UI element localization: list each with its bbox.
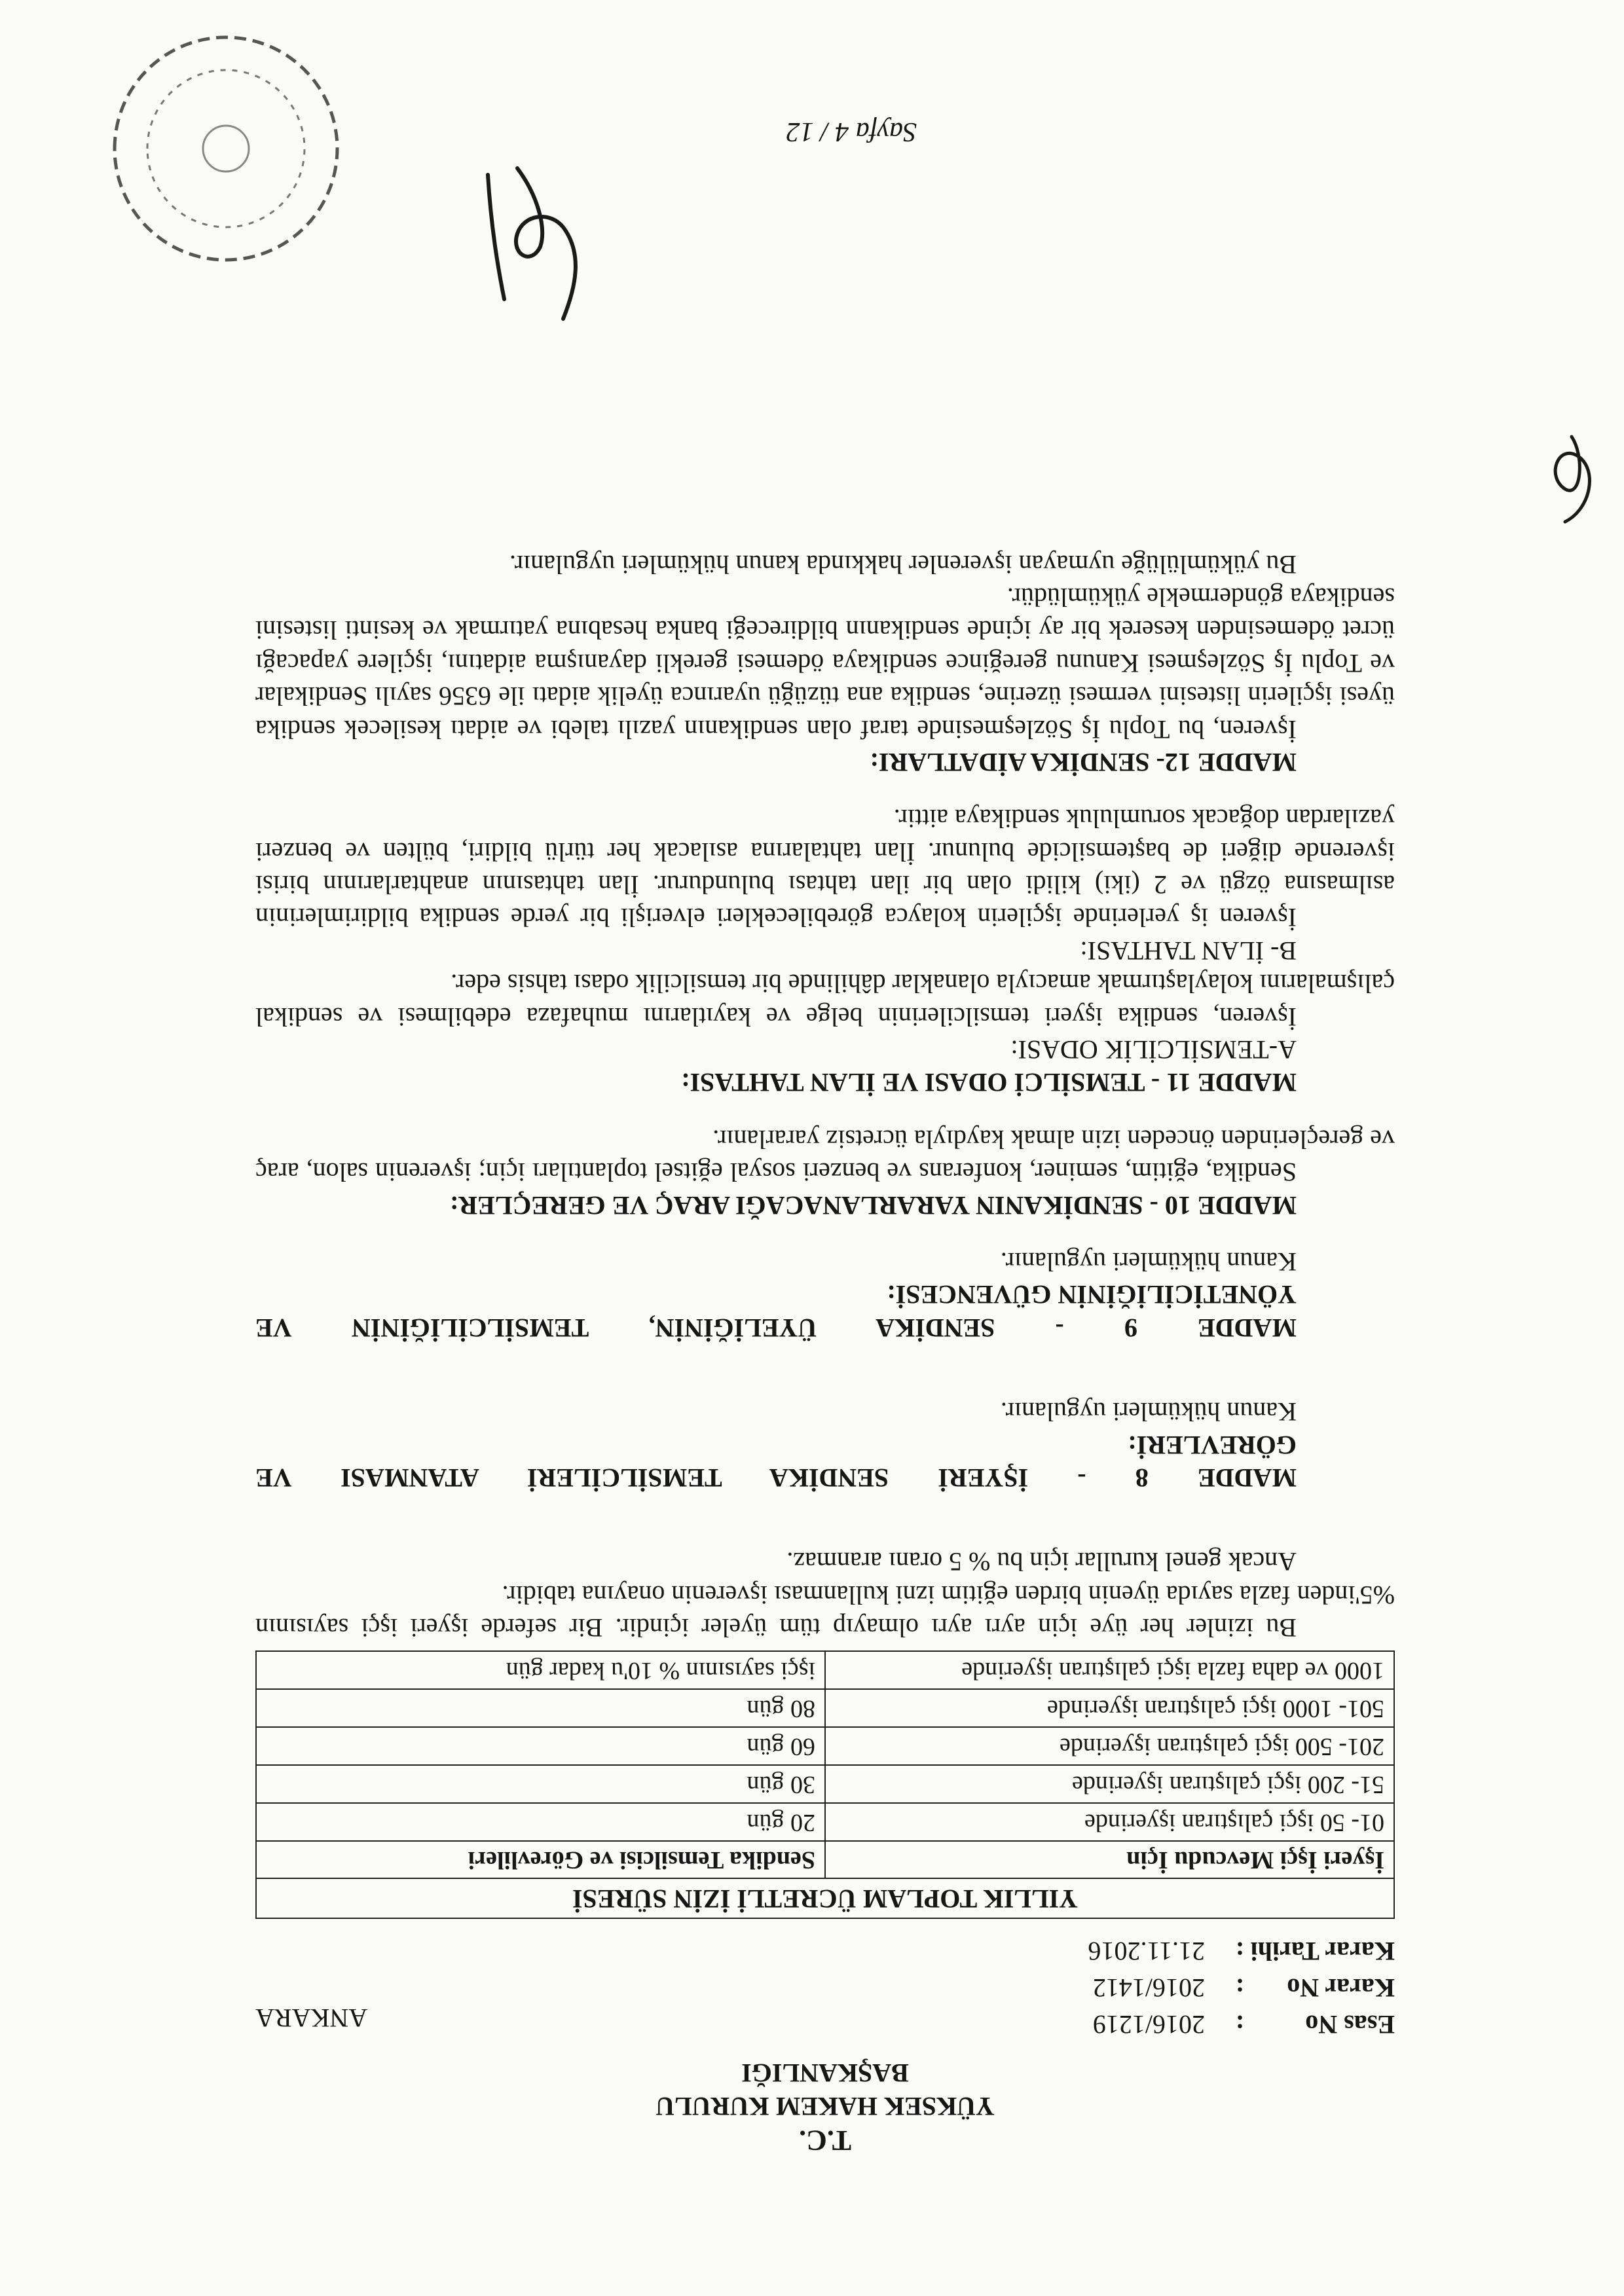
madde-11-subheading-a: A-TEMSİLCİLİK ODASI: [1010,1035,1297,1065]
table-cell: işçi sayısının % 10'u kadar gün [256,1651,825,1689]
table-row [256,1689,1394,1727]
table-title: YILLIK TOPLAM ÜCRETLİ İZİN SÜRESİ [256,1878,1394,1918]
institution-name: YÜKSEK HAKEM KURULU [655,2091,995,2121]
table-header: Sendika Temsilcisi ve Görevlileri [256,1841,825,1879]
madde-8-body: Kanun hükümleri uygulanır. [1000,1397,1297,1427]
table-cell: 01- 50 işçi çalıştıran işyerinde [825,1803,1394,1841]
table-row [256,1727,1394,1765]
meta-esas-no: Esas No : 2016/1219 [1092,2009,1395,2039]
table-header-row [256,1841,1394,1879]
city-label: ANKARA [255,2003,368,2033]
madde-8-heading: MADDE 8 - İŞYERİ SENDİKA TEMSİLCİLERİ ATANMASI VE [255,1463,1297,1493]
country-label: T.C. [799,2124,851,2157]
signature-mark-main [458,162,602,325]
madde-8-heading-cont: GÖREVLERİ: [1128,1430,1297,1460]
madde-12-body: İşveren, bu Toplu İş Sözleşmesinde taraf olan sendikanın yazılı talebi ve aidatı kesilecek sendika üyesi işçilerin listesini vermesi üzerine, sendika ana tüzüğü uyarınca üyelik aidatı ile 6356 sayılı Sendikalar ve Toplu İş Sözleşmesi Kanunu gereğince sendikaya ödemesi gerekli dayanışma aidatını, işçilere yapacağı ücret ödemesinden keserek bir ay içinde sendikanın bildireceği banka hesabına yatırmak ve kesinti listesini sendikaya göndermekle yükümlüdür. [255,582,1395,744]
table-cell: 20 gün [256,1803,825,1841]
madde-11-subheading-b: B- İLAN TAHTASI: [1080,936,1297,966]
page-number: Sayfa 4 / 12 [786,117,917,147]
madde-12-heading: MADDE 12- SENDİKA AİDATLARI: [870,747,1297,777]
letterhead [255,2056,1395,2159]
madde-10-heading: MADDE 10 - SENDİKANIN YARARLANACAĞI ARAÇ VE GEREÇLER: [449,1190,1297,1220]
signature-mark-margin [1532,430,1611,528]
madde-11-body-a: İşveren, sendika işyeri temsilcilerinin belge ve kayıtlarını muhafaza edebilmesi ve sendikal çalışmalarını kolaylaştırmak amacıyla olanaklar dâhilinde bir temsilcilik odası tahsis eder. [255,969,1395,1032]
table-cell: 201- 500 işçi çalıştıran işyerinde [825,1727,1394,1765]
meta-karar-no: Karar No : 2016/1412 [1092,1973,1395,2003]
official-stamp [105,27,347,270]
leave-table [255,1650,1395,1919]
table-cell: 30 gün [256,1765,825,1803]
madde-12-body-cont: Bu yükümlülüğe uymayan işverenler hakkında kanun hükümleri uygulanır. [509,549,1297,579]
madde-9-body: Kanun hükümleri uygulanır. [1000,1247,1297,1277]
table-header: İşyeri İşçi Mevcudu İçin [825,1841,1394,1879]
leave-note-paragraph: Bu izinler her üye için ayrı ayrı olmayıp tüm üyeler içindir. Bir seferde işyeri işçi sayısının %5'inden fazla sayıda üyenin birden eğitim izni kullanması işverenin onayına tabidir. [255,1580,1395,1643]
document-body [255,547,1395,2159]
table-cell: 501- 1000 işçi çalıştıran işyerinde [825,1689,1394,1727]
table-row [256,1765,1394,1803]
table-cell: 80 gün [256,1689,825,1727]
table-row [256,1651,1394,1689]
table-cell: 60 gün [256,1727,825,1765]
madde-11-heading: MADDE 11 - TEMSİLCİ ODASI VE İLAN TAHTASI: [681,1068,1297,1098]
table-cell: 1000 ve daha fazla işçi çalıştıran işyerinde [825,1651,1394,1689]
madde-9-heading: MADDE 9 - SENDİKA ÜYELİĞİNİN, TEMSİLCİLİĞİNİN VE [255,1313,1297,1343]
madde-11-body-b: İşveren iş yerlerinde işçilerin kolayca görebilecekleri elverişli bir yerde sendika bildirimlerinin asılmasına özgü ve 2 (iki) kilidi olan bir ilan tahtası bulundurur. İlan tahtasının anahtarlarının birisi işverende diğeri de baştemsilcide bulunur. İlan tahtalarına asılacak her türlü bildiri, bülten ve benzeri yazılardan doğacak sorumluluk sendikaya aittir. [255,804,1395,933]
table-row [256,1803,1394,1841]
case-meta [255,1929,1395,2041]
madde-10-body: Sendika, eğitim, seminer, konferans ve benzeri sosyal eğitsel toplantıları için; işverenin salon, araç ve gereçlerinden önceden izin almak kaydıyla ücretsiz yararlanır. [255,1124,1395,1188]
madde-9-heading-cont: YÖNETİCİLİĞİNİN GÜVENCESİ: [887,1280,1297,1310]
institution-subtitle: BAŞKANLIĞI [741,2058,909,2088]
table-title-row [256,1878,1394,1918]
table-cell: 51- 200 işçi çalıştıran işyerinde [825,1765,1394,1803]
leave-exception-paragraph: Ancak genel kurullar için bu % 5 oranı aranmaz. [786,1547,1297,1577]
meta-karar-tarihi: Karar Tarihi : 21.11.2016 [1088,1936,1395,1966]
